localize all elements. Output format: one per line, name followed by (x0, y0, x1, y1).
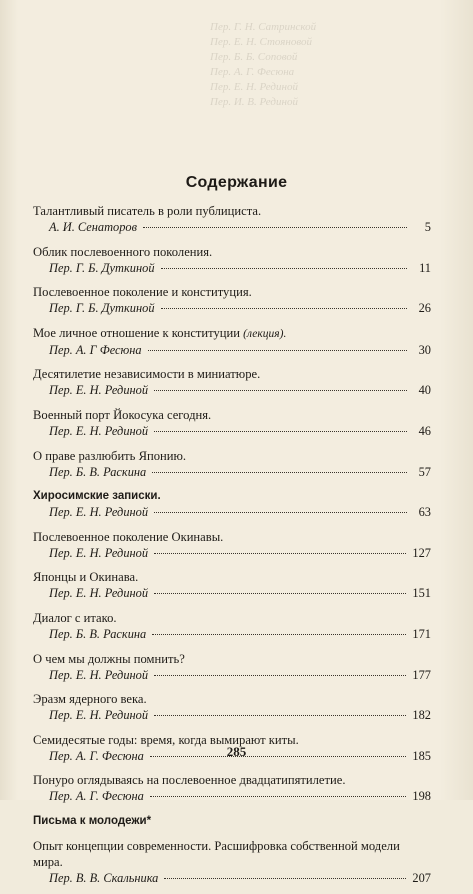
entry-page: 151 (412, 586, 431, 601)
leader-dots (154, 675, 406, 676)
toc-entry (33, 325, 431, 358)
leader-dots (154, 553, 406, 554)
entry-page: 198 (412, 789, 431, 804)
entry-page: 26 (418, 301, 431, 316)
entry-title: Хиросимские записки. (33, 490, 161, 503)
entry-translator: Пер. Б. В. Раскина (49, 464, 147, 479)
entry-translator: Пер. Г. Б. Дуткиной (49, 301, 155, 316)
toc-entry (33, 838, 431, 886)
entry-author: А. И. Сенаторов (49, 220, 138, 234)
leader-dots (143, 227, 407, 228)
toc-entry (33, 448, 431, 480)
entry-title: Японцы и Окинава. (33, 570, 139, 585)
section-title: Письма к молодежи* (33, 814, 152, 827)
entry-title: Мое личное отношение к конституции (лекция). (33, 325, 287, 340)
toc-entry (33, 488, 431, 520)
leader-dots (152, 634, 406, 635)
leader-dots (154, 390, 407, 391)
toc-entry (33, 244, 431, 276)
entry-title: О праве разлюбить Японию. (33, 448, 187, 463)
toc-entry (33, 203, 431, 235)
table-of-contents (33, 203, 431, 894)
entry-page: 57 (418, 464, 431, 479)
entry-translator: Пер. Б. В. Раскина (49, 626, 147, 641)
entry-page: 30 (418, 342, 431, 357)
leader-dots (164, 878, 406, 879)
entry-translator: Пер. В. В. Скальника (49, 870, 159, 885)
entry-page: 46 (418, 423, 431, 438)
entry-translator: Пер. Е. Н. Рединой (49, 708, 149, 723)
toc-entry (33, 529, 431, 561)
entry-page: 11 (419, 260, 431, 275)
toc-entry (33, 366, 431, 398)
entry-title: Военный порт Йокосука сегодня. (33, 407, 212, 422)
entry-title: Талантливый писатель в роли публициста. (33, 204, 262, 218)
entry-translator: Пер. Е. Н. Рединой (49, 667, 149, 682)
entry-page: 207 (412, 870, 431, 885)
entry-title: Диалог с итако. (33, 610, 117, 625)
entry-translator: Пер. А. Г. Фесюна (49, 748, 144, 763)
toc-entry (33, 691, 431, 723)
entry-page: 63 (418, 505, 431, 520)
leader-dots (150, 796, 407, 797)
bleed-through-text: Пер. Г. Н. Сатринской Пер. Е. Н. Стояновой Пер. Б. Б. Соповой Пер. А. Г. Фесюна Пер. Е. Н. Рединой Пер. И. В. Рединой (210, 21, 317, 108)
leader-dots (154, 715, 406, 716)
entry-title: О чем мы должны помнить? (33, 651, 185, 666)
leader-dots (161, 268, 407, 269)
toc-entry (33, 610, 431, 642)
entry-page: 185 (412, 748, 431, 763)
entry-page: 40 (418, 383, 431, 398)
entry-page: 171 (412, 626, 431, 641)
leader-dots (154, 593, 406, 594)
entry-translator: Пер. Г. Б. Дуткиной (49, 260, 155, 275)
entry-translator: Пер. Е. Н. Рединой (49, 586, 149, 601)
entry-title: Десятилетие независимости в миниатюре. (33, 367, 261, 382)
leader-dots (148, 350, 407, 351)
entry-title: Послевоенное поколение Окинавы. (33, 529, 224, 544)
entry-translator: Пер. Е. Н. Рединой (49, 423, 149, 438)
toc-section (33, 813, 431, 829)
entry-title: Понуро оглядываясь на послевоенное двадцатипятилетие. (33, 773, 346, 788)
entry-translator: Пер. А. Г. Фесюна (49, 789, 144, 804)
entry-title: Эразм ядерного века. (33, 692, 147, 707)
entry-page: 177 (412, 667, 431, 682)
toc-entry (33, 407, 431, 439)
leader-dots (152, 472, 407, 473)
entry-page: 182 (412, 708, 431, 723)
entry-translator: Пер. А. Г Фесюна (49, 342, 142, 357)
leader-dots (161, 308, 407, 309)
entry-title: Послевоенное поколение и конституция. (33, 285, 252, 300)
entry-translator: Пер. Е. Н. Рединой (49, 545, 149, 560)
entry-title: Облик послевоенного поколения. (33, 244, 213, 259)
toc-entry (33, 569, 431, 601)
entry-page: 127 (412, 545, 431, 560)
entry-translator: Пер. Е. Н. Рединой (49, 383, 149, 398)
entry-title: Семидесятые годы: время, когда вымирают киты. (33, 732, 299, 747)
entry-page: 5 (424, 220, 431, 234)
toc-entry (33, 284, 431, 316)
entry-title: Опыт концепции современности. Расшифровка собственной модели мира. (33, 838, 400, 869)
toc-entry (33, 651, 431, 683)
leader-dots (154, 431, 407, 432)
entry-note: (лекция). (243, 327, 287, 340)
entry-translator: Пер. Е. Н. Рединой (49, 505, 149, 520)
page-title: Содержание (185, 174, 288, 191)
leader-dots (154, 512, 407, 513)
page-number: 285 (226, 744, 247, 759)
